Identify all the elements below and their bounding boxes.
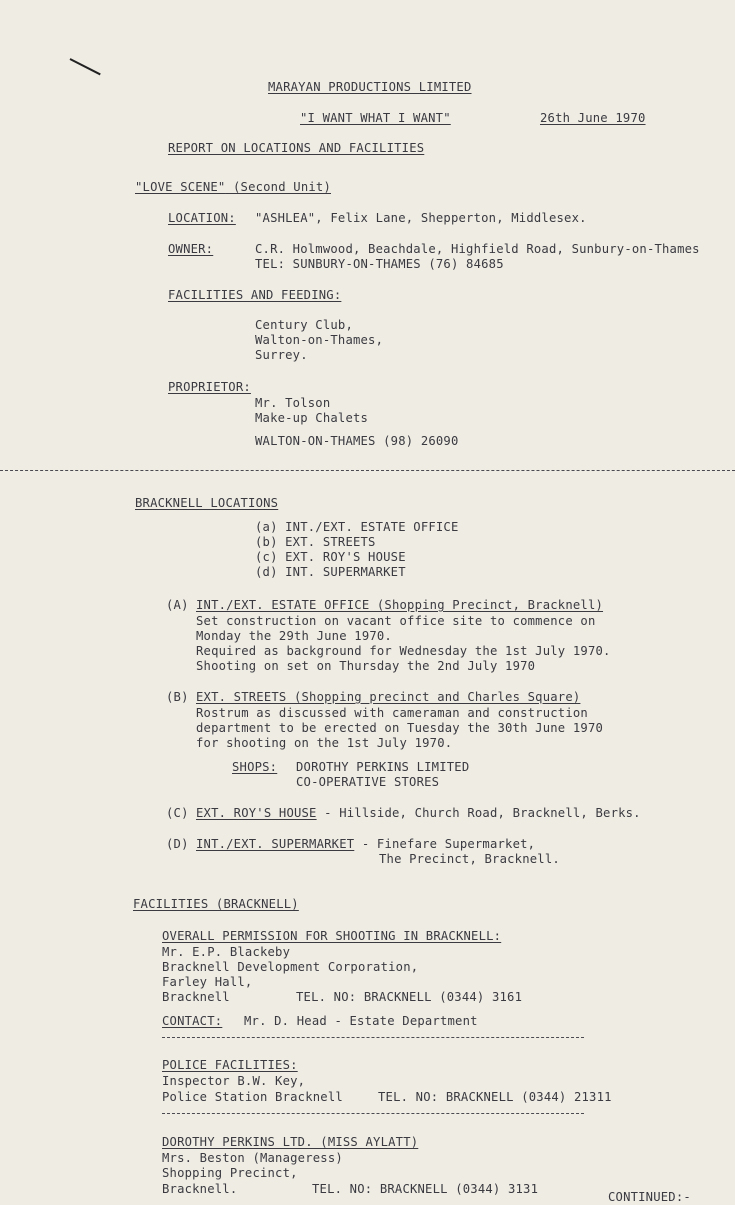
permission-line: Mr. E.P. Blackeby [162, 945, 291, 959]
item-c-heading: EXT. ROY'S HOUSE [196, 806, 317, 820]
permission-line: Bracknell Development Corporation, [162, 960, 419, 974]
police-tel: TEL. NO: BRACKNELL (0344) 21311 [378, 1090, 612, 1104]
item-marker-b: (B) [166, 690, 189, 704]
item-c-text: - Hillside, Church Road, Bracknell, Berks. [316, 806, 641, 820]
bracknell-title: BRACKNELL LOCATIONS [135, 496, 279, 510]
police-line: Police Station Bracknell [162, 1090, 343, 1104]
dp-tel: TEL. NO: BRACKNELL (0344) 3131 [312, 1182, 539, 1196]
permission-line: Farley Hall, [162, 975, 253, 989]
contact-value: Mr. D. Head - Estate Department [244, 1014, 478, 1028]
permission-line: Bracknell [162, 990, 230, 1004]
shops-label: SHOPS: [232, 760, 278, 774]
location-value: "ASHLEA", Felix Lane, Shepperton, Middlesex. [255, 211, 587, 225]
report-title: REPORT ON LOCATIONS AND FACILITIES [168, 141, 425, 155]
shop-name: DOROTHY PERKINS LIMITED [296, 760, 470, 774]
item-marker-a: (A) [166, 598, 189, 612]
facilities-title: FACILITIES (BRACKNELL) [133, 897, 299, 911]
item-d-heading: INT./EXT. SUPERMARKET [196, 837, 355, 851]
love-scene-name: "LOVE SCENE" [135, 180, 226, 194]
facilities-line: Century Club, [255, 318, 353, 332]
proprietor-line: Make-up Chalets [255, 411, 369, 425]
proprietor-label: PROPRIETOR: [168, 380, 251, 394]
shop-name: CO-OPERATIVE STORES [296, 775, 440, 789]
continued-note: CONTINUED:- [608, 1190, 691, 1204]
contact-label: CONTACT: [162, 1014, 223, 1028]
section-divider [0, 470, 735, 471]
location-list-item: (d) INT. SUPERMARKET [255, 565, 406, 579]
item-a-line: Shooting on set on Thursday the 2nd July 1970 [196, 659, 536, 673]
owner-address: C.R. Holmwood, Beachdale, Highfield Road, Sunbury-on-Thames [255, 242, 700, 256]
film-title: "I WANT WHAT I WANT" [300, 111, 451, 125]
owner-label: OWNER: [168, 242, 214, 256]
item-marker-c: (C) [166, 806, 189, 820]
location-list-item: (a) INT./EXT. ESTATE OFFICE [255, 520, 459, 534]
divider [162, 1037, 584, 1038]
item-a-line: Set construction on vacant office site to commence on [196, 614, 596, 628]
dp-line: Mrs. Beston (Manageress) [162, 1151, 343, 1165]
item-b-line: department to be erected on Tuesday the 30th June 1970 [196, 721, 604, 735]
item-a-line: Monday the 29th June 1970. [196, 629, 392, 643]
item-a-line: Required as background for Wednesday the 1st July 1970. [196, 644, 611, 658]
location-list-item: (b) EXT. STREETS [255, 535, 376, 549]
love-scene-title [135, 180, 331, 195]
police-line: Inspector B.W. Key, [162, 1074, 306, 1088]
facilities-feeding-label: FACILITIES AND FEEDING: [168, 288, 342, 302]
item-d-text: - Finefare Supermarket, [354, 837, 536, 851]
permission-tel: TEL. NO: BRACKNELL (0344) 3161 [296, 990, 523, 1004]
report-date: 26th June 1970 [540, 111, 646, 125]
proprietor-line: Mr. Tolson [255, 396, 331, 410]
dp-line: Shopping Precinct, [162, 1166, 298, 1180]
item-d-line [196, 837, 535, 852]
love-scene-subtitle: (Second Unit) [233, 180, 331, 194]
item-marker-d: (D) [166, 837, 189, 851]
permission-heading: OVERALL PERMISSION FOR SHOOTING IN BRACKNELL: [162, 929, 502, 943]
facilities-line: Walton-on-Thames, [255, 333, 384, 347]
item-b-heading: EXT. STREETS (Shopping precinct and Charles Square) [196, 690, 581, 704]
location-label: LOCATION: [168, 211, 236, 225]
police-heading: POLICE FACILITIES: [162, 1058, 298, 1072]
dp-heading: DOROTHY PERKINS LTD. (MISS AYLATT) [162, 1135, 419, 1149]
proprietor-tel: WALTON-ON-THAMES (98) 26090 [255, 434, 459, 448]
company-name: MARAYAN PRODUCTIONS LIMITED [268, 80, 472, 94]
divider [162, 1113, 584, 1114]
item-b-line: Rostrum as discussed with cameraman and construction [196, 706, 588, 720]
item-b-line: for shooting on the 1st July 1970. [196, 736, 453, 750]
item-d-line2: The Precinct, Bracknell. [379, 852, 560, 866]
dp-line: Bracknell. [162, 1182, 238, 1196]
item-c-line [196, 806, 641, 821]
owner-tel: TEL: SUNBURY-ON-THAMES (76) 84685 [255, 257, 504, 271]
location-list-item: (c) EXT. ROY'S HOUSE [255, 550, 406, 564]
pen-mark [70, 58, 101, 75]
facilities-line: Surrey. [255, 348, 308, 362]
item-a-heading: INT./EXT. ESTATE OFFICE (Shopping Precinct, Bracknell) [196, 598, 604, 612]
